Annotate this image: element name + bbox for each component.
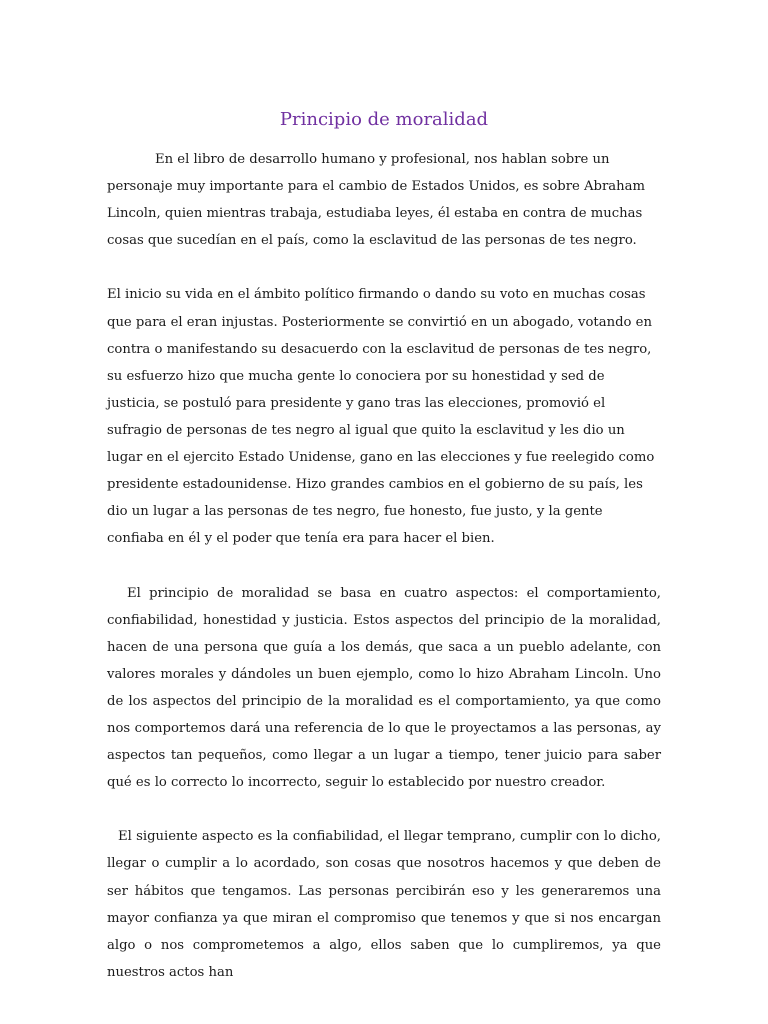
paragraph-4: El siguiente aspecto es la confiabilidad, el llegar temprano, cumplir con lo dicho, llegar o cumplir a lo acordado, son cosas que nosotros hacemos y que deben de ser hábitos que tengamos. Las personas percibirán eso y les generaremos una mayor confianza ya que miran el compromiso que tenemos y que si nos encargan algo o nos comprometemos a algo, ellos saben que lo cumpliremos, ya que nuestros actos han [107, 829, 661, 980]
paragraph-2: El inicio su vida en el ámbito político firmando o dando su voto en muchas cosas que para el eran injustas. Posteriormente se convirtió en un abogado, votando en contra o manifestando su desacuerdo con la esclavitud de personas de tes negro, su esfuerzo hizo que mucha gente lo conociera por su honestidad y sed de justicia, se postuló para presidente y gano tras las elecciones, promovió el sufragio de personas de tes negro al igual que quito la esclavitud y les dio un lugar en el ejercito Estado Unidense, gano en las elecciones y fue reelegido como presidente estadounidense. Hizo grandes cambios en el gobierno de su país, les dio un lugar a las personas de tes negro, fue honesto, fue justo, y la gente confiaba en él y el poder que tenía era para hacer el bien. [107, 287, 655, 547]
paragraph-3: El principio de moralidad se basa en cuatro aspectos: el comportamiento, confiabilidad, honestidad y justicia. Estos aspectos del principio de la moralidad, hacen de una persona que guía a los demás, que saca a un pueblo adelante, con valores morales y dándoles un buen ejemplo, como lo hizo Abraham Lincoln. Uno de los aspectos del principio de la moralidad es el comportamiento, ya que como nos comportemos dará una referencia de lo que le proyectamos a las personas, ay aspectos tan pequeños, como llegar a un lugar a tiempo, tener juicio para saber qué es lo correcto lo incorrecto, seguir lo establecido por nuestro creador. [107, 585, 661, 791]
document-body [107, 146, 661, 1013]
paragraph-1: En el libro de desarrollo humano y profesional, nos hablan sobre un personaje muy importante para el cambio de Estados Unidos, es sobre Abraham Lincoln, quien mientras trabaja, estudiaba leyes, él estaba en contra de muchas cosas que sucedían en el país, como la esclavitud de las personas de tes negro. [107, 152, 646, 249]
document-title: Principio de moralidad [279, 109, 489, 130]
